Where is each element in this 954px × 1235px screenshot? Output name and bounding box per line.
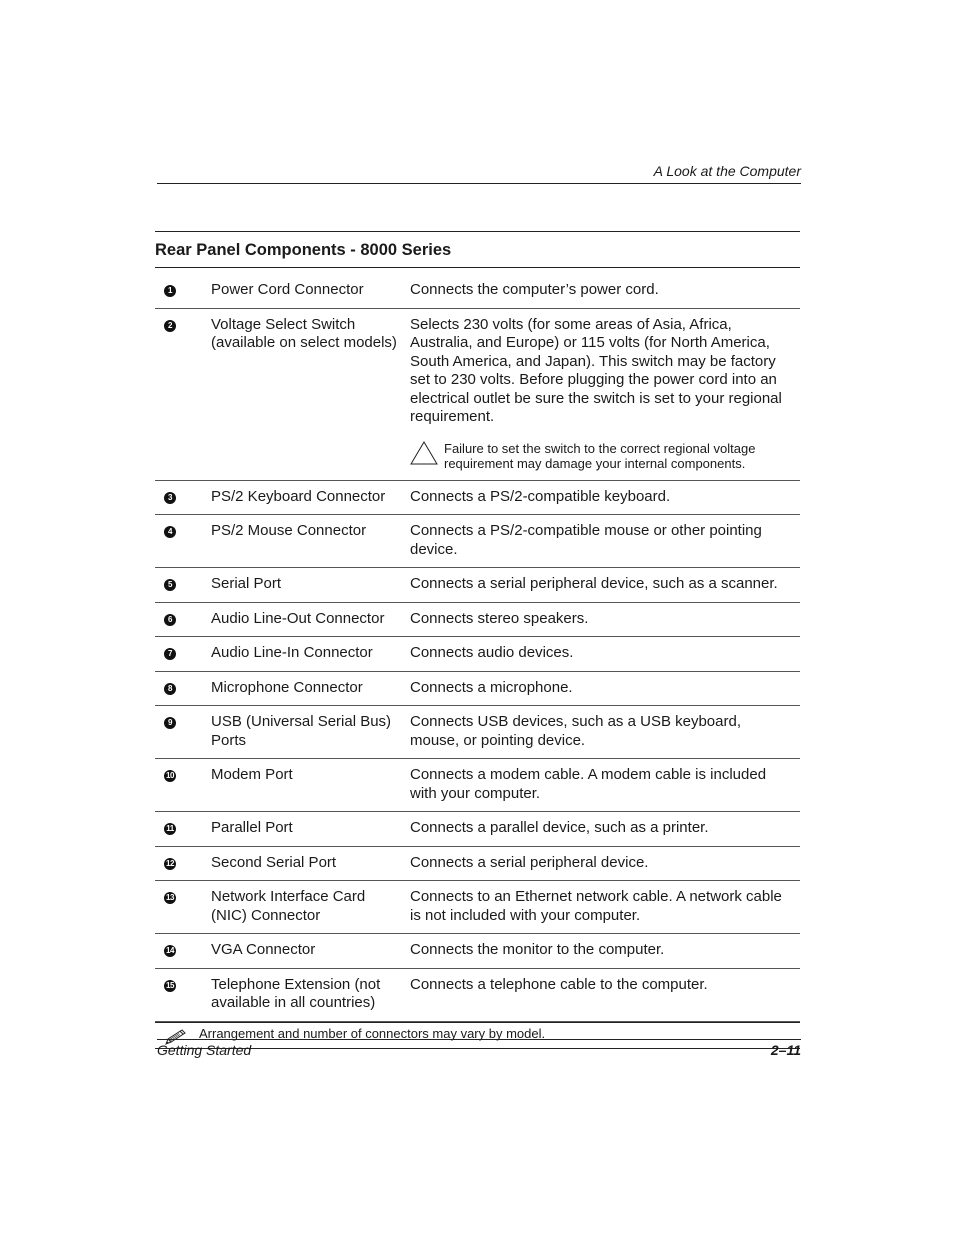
component-name: Microphone Connector <box>211 671 410 706</box>
callout-number-badge: 8 <box>164 683 176 695</box>
component-name: Parallel Port <box>211 812 410 847</box>
component-name: Serial Port <box>211 568 410 603</box>
caution-note <box>410 441 794 472</box>
component-name: Modem Port <box>211 759 410 812</box>
row-number-cell <box>155 637 211 672</box>
table-title: Rear Panel Components - 8000 Series <box>155 231 800 268</box>
note-text: Arrangement and number of connectors may vary by model. <box>199 1025 546 1041</box>
callout-number-badge: 3 <box>164 492 176 504</box>
component-description-cell <box>410 759 800 812</box>
table-row <box>155 480 800 515</box>
component-description-cell <box>410 934 800 969</box>
component-description: Connects a microphone. <box>410 678 573 696</box>
component-name: Power Cord Connector <box>211 274 410 308</box>
component-description-cell <box>410 968 800 1021</box>
row-number-cell <box>155 568 211 603</box>
component-name: PS/2 Mouse Connector <box>211 515 410 568</box>
component-description-cell <box>410 671 800 706</box>
footer-page-number: 2–11 <box>770 1042 801 1058</box>
callout-number-badge: 7 <box>164 648 176 660</box>
component-description: Selects 230 volts (for some areas of Asia, Africa, Australia, and Europe) or 115 volts (for North America, South America, and Japan). This switch may be factory set to 230 volts. Before plugging the power cord into an electrical outlet be sure the switch is set to your regional requirement. <box>410 315 782 425</box>
caution-text: Failure to set the switch to the correct regional voltage requirement may damage your internal components. <box>444 440 756 471</box>
component-description: Connects audio devices. <box>410 644 574 661</box>
table-row <box>155 308 800 480</box>
component-description: Connects a serial peripheral device. <box>410 853 649 871</box>
component-description-cell <box>410 881 800 934</box>
component-description: Connects a serial peripheral device, such as a scanner. <box>410 575 778 592</box>
table-row <box>155 706 800 759</box>
component-name: Second Serial Port <box>211 846 410 881</box>
component-name: Voltage Select Switch (available on select models) <box>211 308 410 480</box>
callout-number-badge: 10 <box>164 770 176 782</box>
component-description-cell <box>410 812 800 847</box>
row-number-cell <box>155 881 211 934</box>
row-number-cell <box>155 759 211 812</box>
component-description: Connects a PS/2-compatible mouse or other pointing device. <box>410 522 762 558</box>
table-row <box>155 968 800 1021</box>
component-description: Connects a PS/2-compatible keyboard. <box>410 487 671 505</box>
table-row <box>155 568 800 603</box>
row-number-cell <box>155 515 211 568</box>
header-rule <box>157 183 801 184</box>
component-name: USB (Universal Serial Bus) Ports <box>211 706 410 759</box>
table-row <box>155 274 800 308</box>
row-number-cell <box>155 308 211 480</box>
callout-number-badge: 2 <box>164 320 176 332</box>
component-description-cell <box>410 274 800 308</box>
component-description-cell <box>410 637 800 672</box>
row-number-cell <box>155 480 211 515</box>
callout-number-badge: 1 <box>164 285 176 297</box>
callout-number-badge: 15 <box>164 980 176 992</box>
table-row <box>155 759 800 812</box>
component-name: Network Interface Card (NIC) Connector <box>211 881 410 934</box>
callout-number-badge: 5 <box>164 579 176 591</box>
component-name: Telephone Extension (not available in all countries) <box>211 968 410 1021</box>
footer-book-title: Getting Started <box>157 1042 252 1058</box>
table-row <box>155 671 800 706</box>
component-description: Connects the monitor to the computer. <box>410 941 665 958</box>
callout-number-badge: 4 <box>164 526 176 538</box>
table-row <box>155 602 800 637</box>
row-number-cell <box>155 812 211 847</box>
caution-triangle-icon <box>410 441 438 465</box>
row-number-cell <box>155 934 211 969</box>
table-row <box>155 846 800 881</box>
table-row <box>155 515 800 568</box>
callout-number-badge: 6 <box>164 614 176 626</box>
table-row <box>155 934 800 969</box>
component-name: Audio Line-In Connector <box>211 637 410 672</box>
component-description-cell <box>410 706 800 759</box>
callout-number-badge: 11 <box>164 823 176 835</box>
component-description-cell <box>410 846 800 881</box>
component-description-cell <box>410 480 800 515</box>
component-name: Audio Line-Out Connector <box>211 602 410 637</box>
callout-number-badge: 9 <box>164 717 176 729</box>
component-description: Connects the computer’s power cord. <box>410 281 659 298</box>
component-name: PS/2 Keyboard Connector <box>211 480 410 515</box>
component-description-cell <box>410 568 800 603</box>
row-number-cell <box>155 671 211 706</box>
component-description: Connects a parallel device, such as a printer. <box>410 819 709 836</box>
row-number-cell <box>155 846 211 881</box>
row-number-cell <box>155 602 211 637</box>
row-number-cell <box>155 968 211 1021</box>
table-row <box>155 812 800 847</box>
table-row <box>155 637 800 672</box>
component-description: Connects a modem cable. A modem cable is included with your computer. <box>410 766 767 802</box>
component-description-cell <box>410 308 800 480</box>
component-description-cell <box>410 602 800 637</box>
footer-rule <box>157 1039 801 1040</box>
component-name: VGA Connector <box>211 934 410 969</box>
component-description-cell <box>410 515 800 568</box>
row-number-cell <box>155 706 211 759</box>
callout-number-badge: 13 <box>164 892 176 904</box>
components-table <box>155 274 800 1022</box>
component-description: Connects stereo speakers. <box>410 609 589 627</box>
running-header: A Look at the Computer <box>653 163 801 179</box>
component-description: Connects USB devices, such as a USB keyboard, mouse, or pointing device. <box>410 713 741 749</box>
components-table-section <box>155 231 800 1049</box>
component-description: Connects to an Ethernet network cable. A network cable is not included with your computer. <box>410 888 782 924</box>
table-row <box>155 881 800 934</box>
callout-number-badge: 14 <box>164 945 176 957</box>
callout-number-badge: 12 <box>164 858 176 870</box>
component-description: Connects a telephone cable to the computer. <box>410 975 708 993</box>
row-number-cell <box>155 274 211 308</box>
